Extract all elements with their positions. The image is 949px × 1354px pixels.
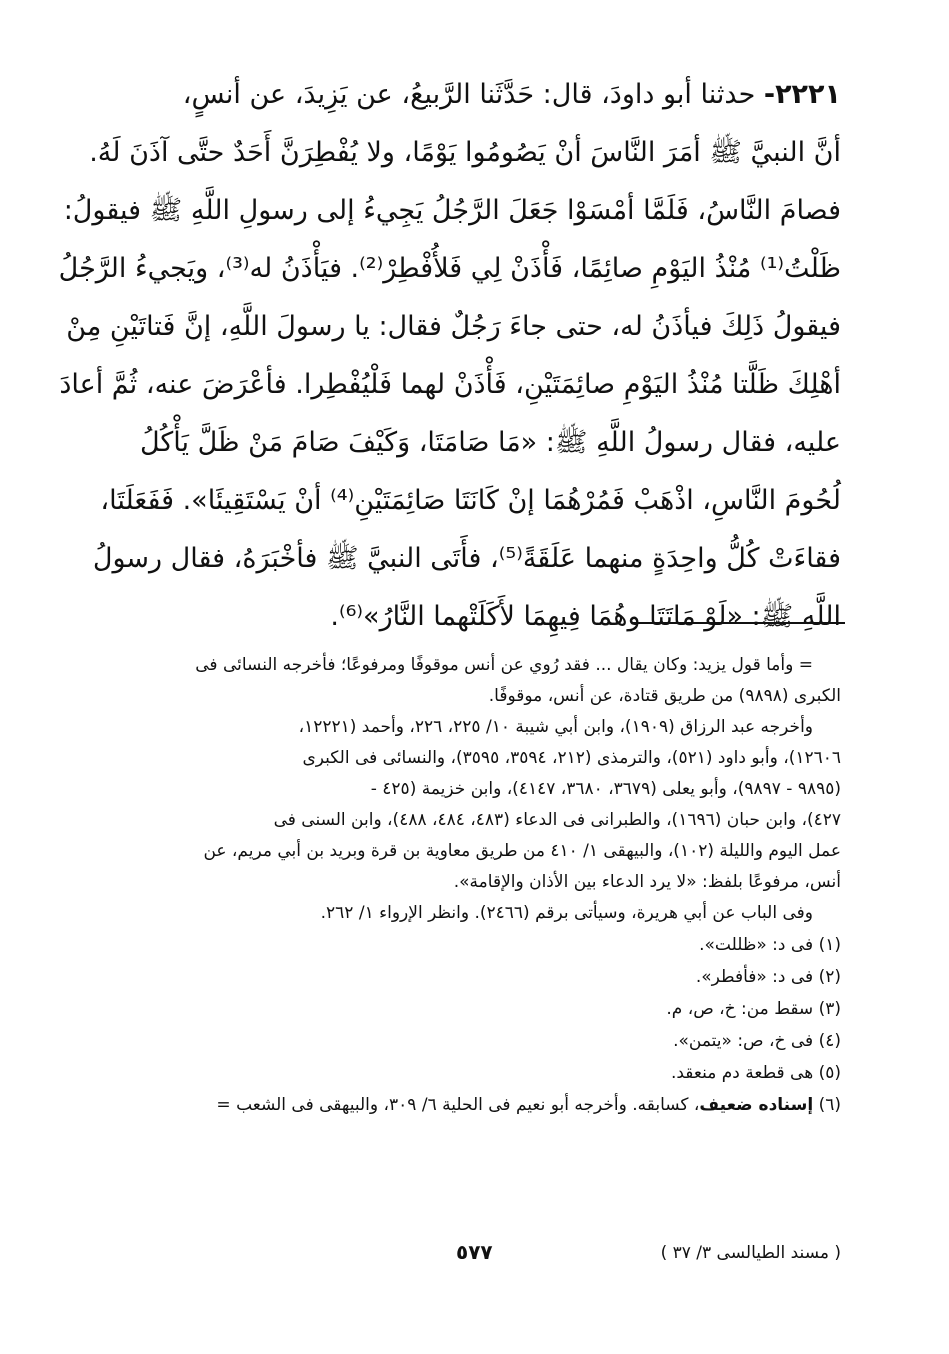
hadith-line-2: أنَّ النبيَّ ﷺ أمَرَ النَّاسَ أنْ يَصُومُوا يَوْمًا، ولا يُفْطِرَنَّ أَحَدٌ حتَّى آذَنَ لَهُ. — [89, 137, 841, 168]
footnote-6 — [107, 1089, 841, 1121]
footnote-1: (١) فى د: «ظللت». — [699, 935, 841, 955]
footnote-3: (٣) سقط من: خ، ص، م. — [666, 999, 841, 1019]
hadith-line-1 — [107, 66, 841, 124]
commentary-line-6: ٤٢٧)، وابن حبان (١٦٩٦)، والطبرانى فى الدعاء (٤٨٣، ٤٨٤، ٤٨٨)، وابن السنى فى — [273, 810, 841, 830]
volume-reference: ( مسند الطيالسى ٣/ ٣٧ ) — [660, 1243, 841, 1263]
footnote-6-prefix: (٦) — [813, 1095, 841, 1115]
commentary-line-3: وأخرجه عبد الرزاق (١٩٠٩)، وابن أبي شيبة ١٠/ ٢٢٥، ٢٢٦، وأحمد (١٢٢٢١، — [298, 717, 813, 737]
commentary-notes — [107, 650, 841, 1121]
hadith-number: ٢٢٢١- — [763, 79, 841, 110]
footnote-4: (٤) فى خ، ص: «يتمن». — [673, 1031, 841, 1051]
commentary-line-8: أنس، مرفوعًا بلفظ: «لا يرد الدعاء بين الأذان والإقامة». — [453, 872, 841, 892]
commentary-line-9: وفى الباب عن أبي هريرة، وسيأتى برقم (٢٤٦٦). وانظر الإرواء ١/ ٢٦٢. — [320, 903, 813, 923]
footnote-6-text: ، كسابقه. وأخرجه أبو نعيم فى الحلية ٦/ ٣٠٩، والبيهقى فى الشعب = — [216, 1095, 700, 1115]
hadith-line-4: ظَلْتُ⁽¹⁾ مُنْذُ اليَوْمِ صائِمًا، فَأْذَنْ لِي فَلأُفْطِرْ⁽²⁾. فيَأْذَنُ له⁽³⁾، ويَجيءُ الرَّجُلُ — [58, 253, 841, 284]
commentary-line-1: = وأما قول يزيد: وكان يقال ... فقد رُوي عن أنس موقوفًا ومرفوعًا؛ فأخرجه النسائى فى — [195, 655, 813, 675]
commentary-line-7: عمل اليوم والليلة (١٠٢)، والبيهقى ١/ ٤١٠ من طريق معاوية بن قرة وبريد بن أبي مريم، عن — [203, 841, 841, 861]
page-number: ٥٧٧ — [456, 1240, 493, 1264]
hadith-line-1-text: حدثنا أبو داودَ، قال: حَدَّثَنا الرَّبيعُ، عن يَزِيدَ، عن أنسٍ، — [182, 79, 756, 110]
hadith-line-10: اللَّهِ ﷺ: «لَوْ مَاتَتَا وهُمَا فِيهِمَا لأَكَلَتْهما النَّارُ»⁽⁶⁾. — [330, 601, 841, 632]
footnote-separator-rule — [633, 622, 845, 624]
footnote-5: (٥) هى قطعة دم منعقد. — [670, 1063, 841, 1083]
commentary-line-2: الكبرى (٩٨٩٨) من طريق قتادة، عن أنس، موقوفًا. — [488, 686, 841, 706]
hadith-line-5: فيقولُ ذَلِكَ فيأذَنُ له، حتى جاءَ رَجُلٌ فقال: يا رسولَ اللَّهِ، إنَّ فَتاتَيْنِ مِنْ — [66, 311, 841, 342]
footnote-2: (٢) فى د: «فأفطر». — [695, 967, 841, 987]
hadith-line-6: أهْلِكَ ظَلَّتا مُنْذُ اليَوْمِ صائِمَتَيْنِ، فَأْذَنْ لهما فَلْيُفْطِرا. فأعْرَضَ عنه، ثُمَّ أعادَ — [59, 369, 841, 400]
hadith-text — [58, 66, 841, 646]
commentary-line-5: (٩٨٩٥ - ٩٨٩٧)، وأبو يعلى (٣٦٧٩، ٣٦٨٠، ٤١٤٧)، وابن خزيمة (٤٢٥ - — [370, 779, 841, 799]
hadith-line-9: فقاءَتْ كُلُّ واحِدَةٍ منهما عَلَقَةً⁽⁵⁾، فأَتَى النبيَّ ﷺ فأخْبَرَهُ، فقال رسولُ — [92, 543, 841, 574]
hadith-line-8: لُحُومَ النَّاسِ، اذْهَبْ فَمُرْهُمَا إنْ كَانَتَا صَائِمَتَيْنِ⁽⁴⁾ أنْ يَسْتَقِيئَا». فَفَعَلَتَا، — [100, 485, 841, 516]
hadith-line-7: عليه، فقال رسولُ اللَّهِ ﷺ: «مَا صَامَتَا، وَكَيْفَ صَامَ مَنْ ظَلَّ يَأْكُلُ — [139, 427, 841, 458]
footnote-6-grading: إسناده ضعيف — [699, 1095, 814, 1115]
commentary-line-4: ١٢٦٠٦)، وأبو داود (٥٢١)، والترمذى (٢١٢، ٣٥٩٤، ٣٥٩٥)، والنسائى فى الكبرى — [302, 748, 841, 768]
hadith-line-3: فصامَ النَّاسُ، فَلَمَّا أمْسَوْا جَعَلَ الرَّجُلُ يَجِيءُ إلى رسولِ اللَّهِ ﷺ فيقولُ: — [63, 195, 841, 226]
